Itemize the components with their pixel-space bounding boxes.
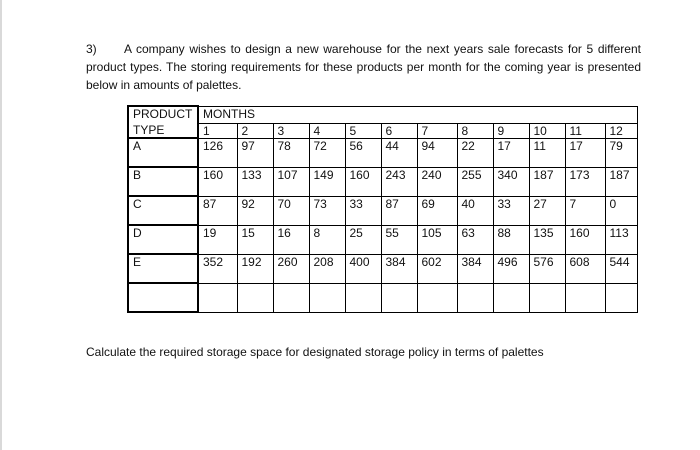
month-header-cell: 4 — [309, 123, 345, 138]
value-cell: 63 — [457, 225, 493, 254]
month-header-cell: 5 — [345, 123, 381, 138]
value-cell — [381, 283, 417, 312]
value-cell: 72 — [309, 138, 345, 167]
value-cell: 352 — [198, 254, 237, 283]
value-cell: 27 — [529, 196, 565, 225]
question-text: A company wishes to design a new warehouse for the next years sale forecasts for 5 different product types. The storing requirements for these products per month for the coming year is presented below in amounts of palettes. — [86, 42, 641, 92]
value-cell — [273, 283, 309, 312]
value-cell — [565, 283, 605, 312]
page-left-edge — [0, 0, 2, 450]
value-cell: 149 — [309, 167, 345, 196]
value-cell — [309, 283, 345, 312]
value-cell: 243 — [381, 167, 417, 196]
value-cell: 79 — [605, 138, 637, 167]
value-cell: 255 — [457, 167, 493, 196]
table-row — [128, 283, 637, 312]
value-cell: 40 — [457, 196, 493, 225]
month-header-cell: 10 — [529, 123, 565, 138]
value-cell: 133 — [237, 167, 273, 196]
value-cell: 260 — [273, 254, 309, 283]
value-cell: 19 — [198, 225, 237, 254]
table-row — [128, 196, 637, 225]
storage-requirements-table — [127, 105, 638, 313]
value-cell: 602 — [417, 254, 457, 283]
header-type: TYPE — [128, 123, 198, 138]
value-cell: 160 — [198, 167, 237, 196]
value-cell: 22 — [457, 138, 493, 167]
product-type-cell: B — [128, 167, 198, 196]
header-row-month-numbers — [128, 123, 637, 138]
value-cell: 105 — [417, 225, 457, 254]
value-cell: 33 — [345, 196, 381, 225]
value-cell: 55 — [381, 225, 417, 254]
value-cell: 11 — [529, 138, 565, 167]
month-header-cell: 3 — [273, 123, 309, 138]
value-cell: 384 — [457, 254, 493, 283]
value-cell: 126 — [198, 138, 237, 167]
value-cell: 496 — [493, 254, 529, 283]
value-cell: 56 — [345, 138, 381, 167]
month-header-cell: 12 — [605, 123, 637, 138]
value-cell: 97 — [237, 138, 273, 167]
product-type-cell: A — [128, 138, 198, 167]
value-cell: 8 — [309, 225, 345, 254]
value-cell — [605, 283, 637, 312]
value-cell: 70 — [273, 196, 309, 225]
table-row — [128, 138, 637, 167]
value-cell: 173 — [565, 167, 605, 196]
header-row-months — [128, 106, 637, 123]
value-cell: 16 — [273, 225, 309, 254]
question-paragraph — [86, 40, 641, 94]
month-header-cell: 11 — [565, 123, 605, 138]
value-cell: 7 — [565, 196, 605, 225]
table-row — [128, 254, 637, 283]
value-cell: 576 — [529, 254, 565, 283]
value-cell: 187 — [605, 167, 637, 196]
value-cell: 608 — [565, 254, 605, 283]
value-cell: 192 — [237, 254, 273, 283]
value-cell: 87 — [381, 196, 417, 225]
value-cell — [345, 283, 381, 312]
value-cell: 25 — [345, 225, 381, 254]
value-cell: 544 — [605, 254, 637, 283]
month-header-cell: 7 — [417, 123, 457, 138]
value-cell: 17 — [565, 138, 605, 167]
value-cell: 73 — [309, 196, 345, 225]
value-cell: 113 — [605, 225, 637, 254]
product-type-cell — [128, 283, 198, 312]
table-row — [128, 225, 637, 254]
value-cell: 384 — [381, 254, 417, 283]
value-cell — [417, 283, 457, 312]
value-cell: 135 — [529, 225, 565, 254]
value-cell: 0 — [605, 196, 637, 225]
value-cell: 340 — [493, 167, 529, 196]
product-type-cell: D — [128, 225, 198, 254]
value-cell: 107 — [273, 167, 309, 196]
value-cell: 87 — [198, 196, 237, 225]
table-row — [128, 167, 637, 196]
product-type-cell: E — [128, 254, 198, 283]
value-cell: 88 — [493, 225, 529, 254]
product-type-cell: C — [128, 196, 198, 225]
value-cell: 92 — [237, 196, 273, 225]
value-cell: 400 — [345, 254, 381, 283]
value-cell — [198, 283, 237, 312]
value-cell: 187 — [529, 167, 565, 196]
month-header-cell: 1 — [198, 123, 237, 138]
header-product: PRODUCT — [128, 106, 198, 123]
value-cell — [493, 283, 529, 312]
footer-instruction: Calculate the required storage space for designated storage policy in terms of palettes — [86, 345, 544, 359]
value-cell — [237, 283, 273, 312]
value-cell: 160 — [345, 167, 381, 196]
value-cell: 69 — [417, 196, 457, 225]
value-cell: 208 — [309, 254, 345, 283]
value-cell: 15 — [237, 225, 273, 254]
header-months: MONTHS — [198, 106, 637, 123]
value-cell: 44 — [381, 138, 417, 167]
value-cell: 240 — [417, 167, 457, 196]
month-header-cell: 8 — [457, 123, 493, 138]
value-cell: 160 — [565, 225, 605, 254]
month-header-cell: 6 — [381, 123, 417, 138]
value-cell: 94 — [417, 138, 457, 167]
question-number: 3) — [86, 42, 97, 56]
value-cell: 33 — [493, 196, 529, 225]
value-cell — [529, 283, 565, 312]
value-cell: 17 — [493, 138, 529, 167]
value-cell: 78 — [273, 138, 309, 167]
month-header-cell: 2 — [237, 123, 273, 138]
value-cell — [457, 283, 493, 312]
month-header-cell: 9 — [493, 123, 529, 138]
